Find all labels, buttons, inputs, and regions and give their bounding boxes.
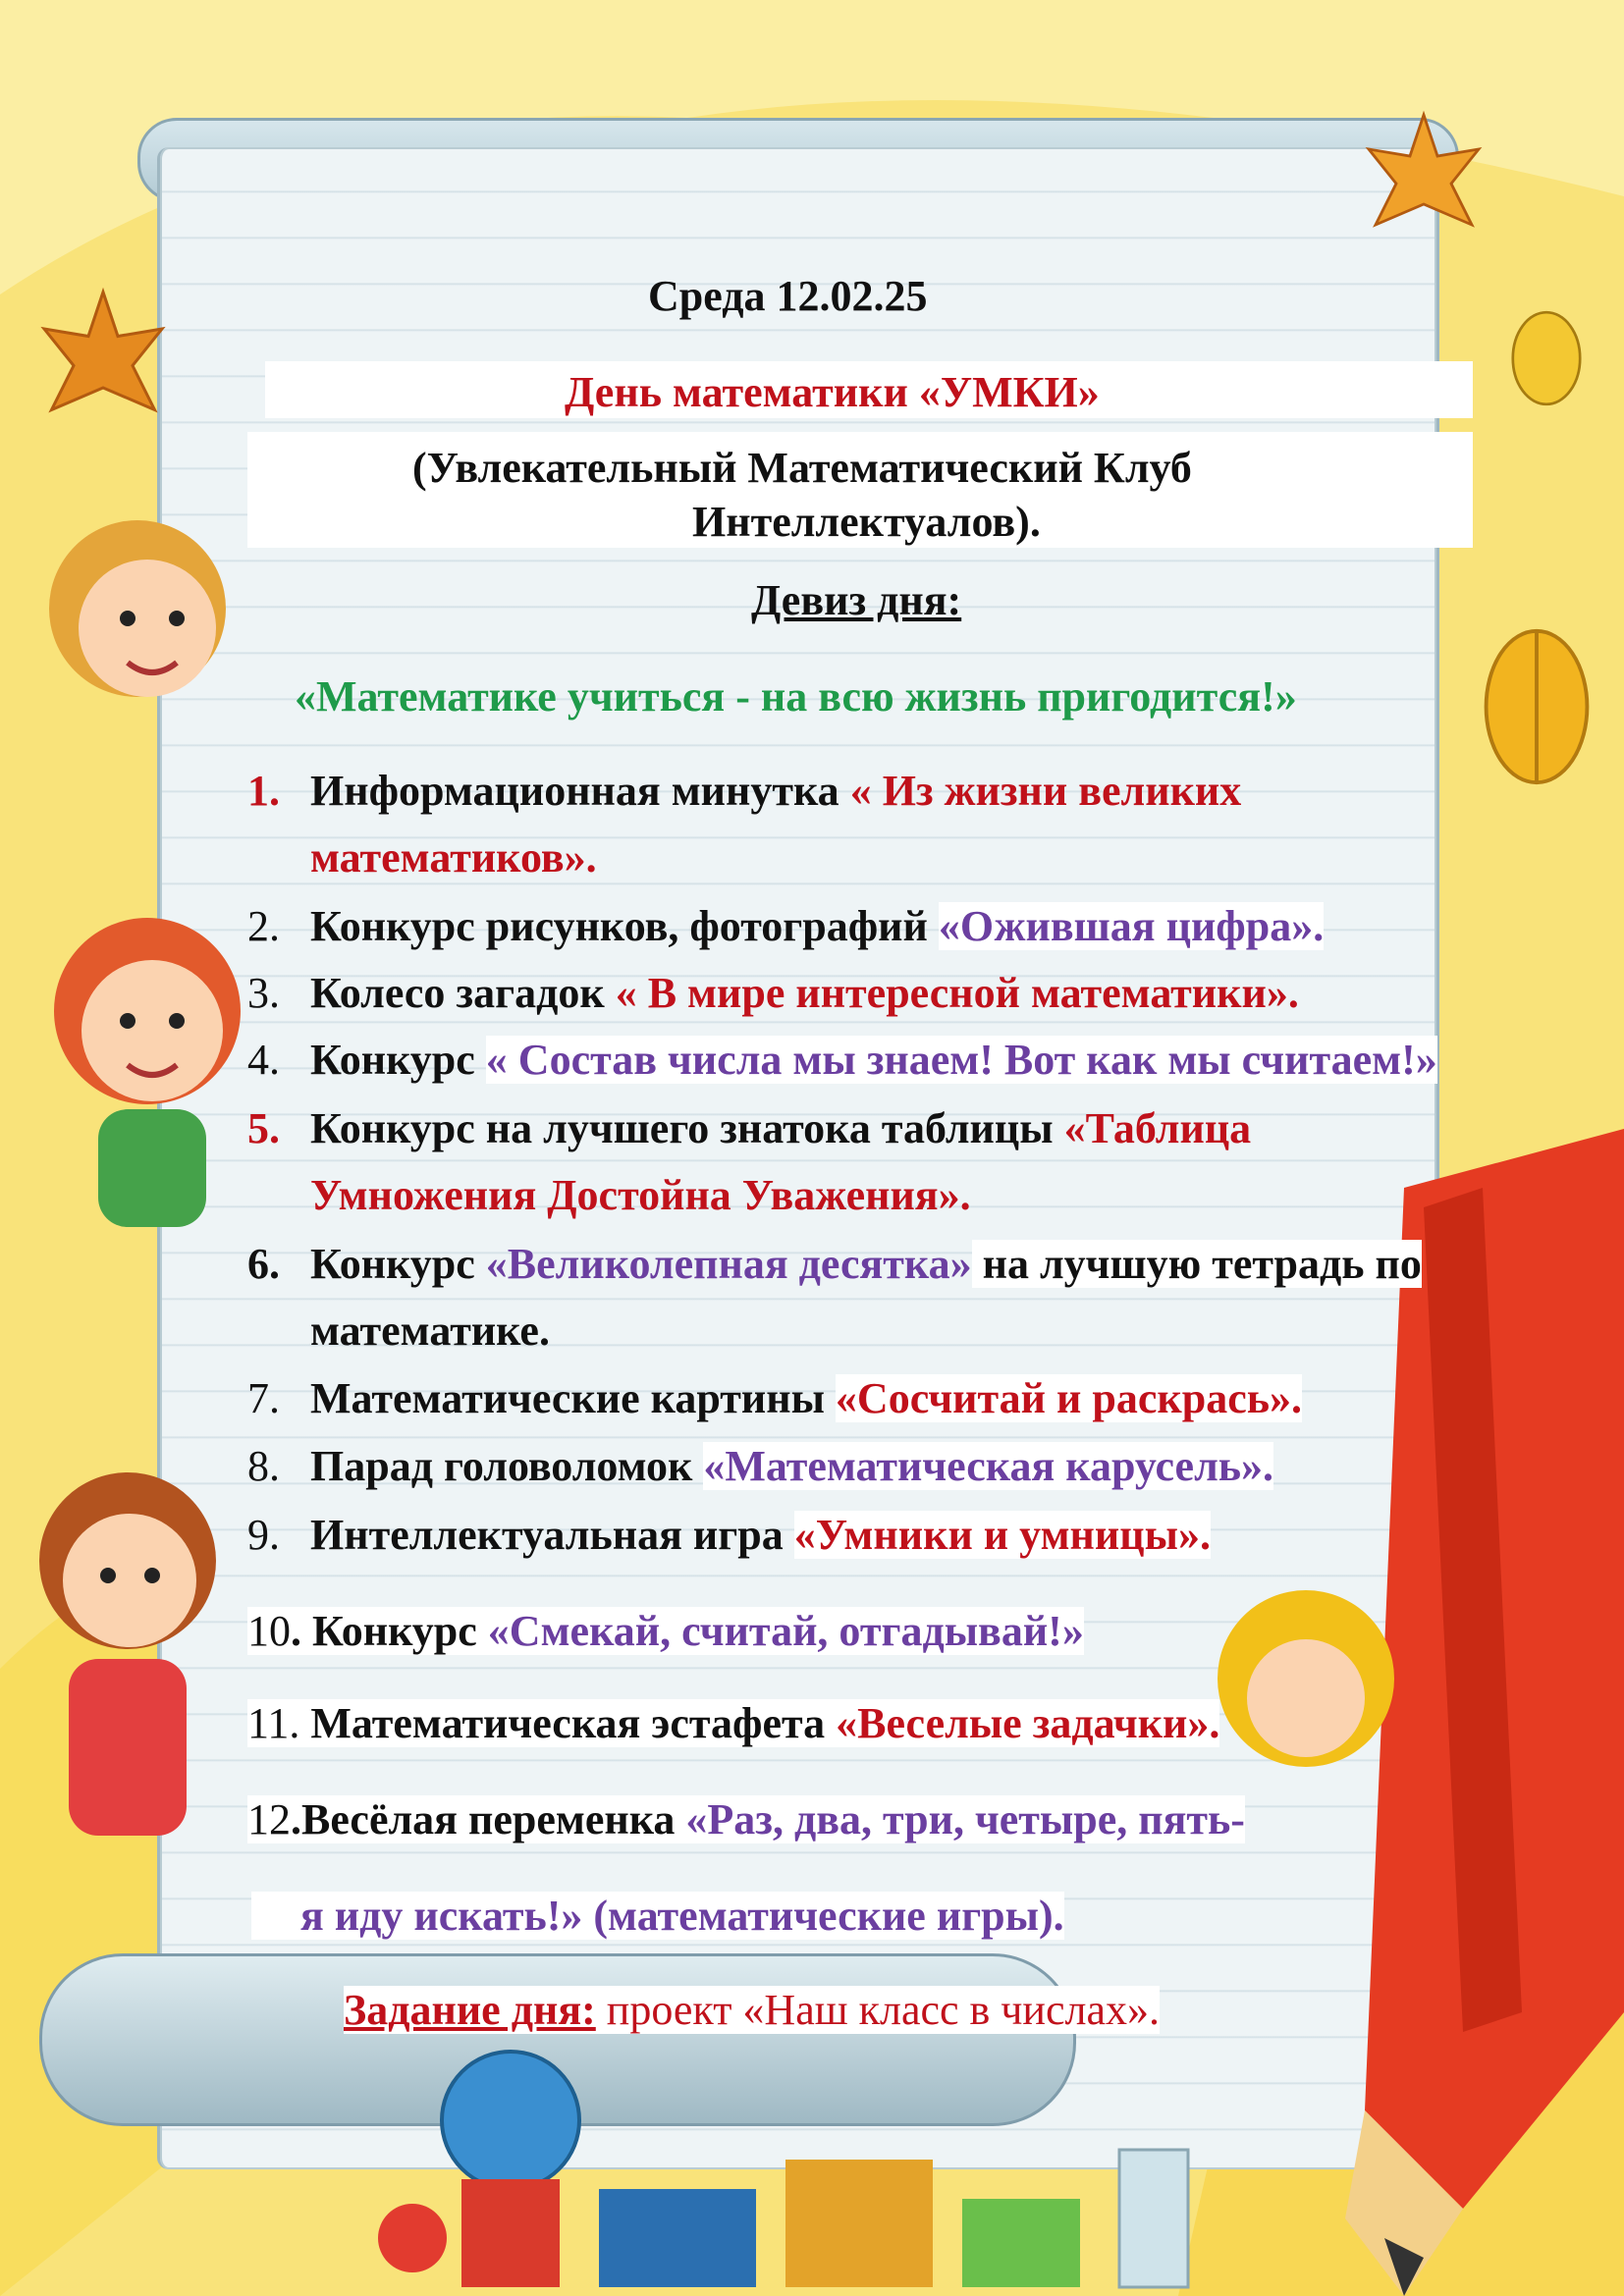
item-text: Математическая эстафета xyxy=(310,1699,837,1747)
task-text: проект «Наш класс в числах». xyxy=(595,1986,1160,2034)
list-item xyxy=(247,1240,1422,1288)
motto-label-text: Девиз дня: xyxy=(751,576,962,624)
item-text: Информационная минутка xyxy=(310,767,850,815)
item-highlight: «Великолепная десятка» xyxy=(485,1240,972,1288)
item-text: Интеллектуальная игра xyxy=(310,1511,794,1559)
list-item-continuation xyxy=(310,833,597,881)
item-number: 5. xyxy=(247,1104,280,1152)
list-item xyxy=(247,969,1299,1017)
item-text: Математические картины xyxy=(310,1374,836,1422)
list-item xyxy=(247,1795,1245,1843)
page-title xyxy=(565,368,1100,416)
item-highlight: «Умники и умницы». xyxy=(793,1511,1211,1559)
list-item xyxy=(247,767,1242,815)
item-highlight: «Таблица xyxy=(1063,1104,1252,1152)
subtitle-text-1: (Увлекательный Математический Клуб xyxy=(412,444,1192,492)
subtitle-text-2: Интеллектуалов). xyxy=(692,498,1041,546)
item-number: 12 xyxy=(247,1795,291,1843)
item-continuation: математике. xyxy=(310,1307,550,1355)
item-number: 10 xyxy=(247,1607,291,1655)
task-line xyxy=(344,1986,1160,2034)
subtitle-line-2 xyxy=(692,498,1041,546)
list-item xyxy=(247,1607,1084,1655)
date-text: Среда 12.02.25 xyxy=(648,272,928,320)
page-title-text: День математики «УМКИ» xyxy=(565,368,1100,416)
list-item xyxy=(247,1374,1302,1422)
item-highlight: «Смекай, считай, отгадывай!» xyxy=(487,1607,1084,1655)
motto-text: «Математике учиться - на всю жизнь пригодится!» xyxy=(295,672,1297,721)
date-line xyxy=(648,272,928,320)
list-item xyxy=(247,1511,1211,1559)
item-text: Конкурс на лучшего знатока таблицы xyxy=(310,1104,1064,1152)
item-highlight: « Из жизни великих xyxy=(849,767,1242,815)
list-item xyxy=(247,1442,1274,1490)
item-number: 8. xyxy=(247,1442,280,1490)
item-text: Колесо загадок xyxy=(310,969,616,1017)
item-highlight: « Состав числа мы знаем! Вот как мы считаем!» xyxy=(485,1036,1437,1084)
list-item xyxy=(247,902,1325,950)
motto xyxy=(295,672,1297,721)
list-item xyxy=(247,1036,1437,1084)
item-highlight: «Сосчитай и раскрась». xyxy=(835,1374,1302,1422)
subtitle-line-1 xyxy=(412,444,1192,492)
item-number: 9. xyxy=(247,1511,280,1559)
list-item-continuation xyxy=(251,1892,1064,1940)
item-number: 3. xyxy=(247,969,280,1017)
item-number: 2. xyxy=(247,902,280,950)
item-text: Конкурс xyxy=(310,1036,486,1084)
item-highlight: «Раз, два, три, четыре, пять- xyxy=(685,1795,1245,1843)
item-continuation: я иду искать!» (математические игры). xyxy=(251,1892,1064,1940)
task-label: Задание дня: xyxy=(344,1986,596,2034)
item-number: 6. xyxy=(247,1240,280,1288)
item-highlight: «Веселые задачки». xyxy=(836,1699,1220,1747)
item-continuation: математиков». xyxy=(310,833,597,881)
item-highlight: «Ожившая цифра». xyxy=(938,902,1325,950)
item-text: . Конкурс xyxy=(291,1607,488,1655)
item-highlight: « В мире интересной математики». xyxy=(615,969,1299,1017)
item-text: Конкурс рисунков, фотографий xyxy=(310,902,939,950)
item-number: 7. xyxy=(247,1374,280,1422)
item-number: 1. xyxy=(247,767,280,815)
item-text: Парад головоломок xyxy=(310,1442,704,1490)
item-number: 11. xyxy=(247,1699,311,1747)
item-number: 4. xyxy=(247,1036,280,1084)
item-text: Конкурс xyxy=(310,1240,486,1288)
list-item-continuation xyxy=(310,1309,550,1353)
motto-label xyxy=(751,576,962,624)
list-item xyxy=(247,1104,1252,1152)
item-text: .Весёлая переменка xyxy=(291,1795,686,1843)
item-highlight: «Математическая карусель». xyxy=(703,1442,1274,1490)
item-continuation: Умножения Достойна Уважения». xyxy=(310,1171,971,1219)
item-after-text: на лучшую тетрадь по xyxy=(971,1240,1422,1288)
list-item xyxy=(247,1699,1220,1747)
list-item-continuation xyxy=(310,1171,971,1219)
